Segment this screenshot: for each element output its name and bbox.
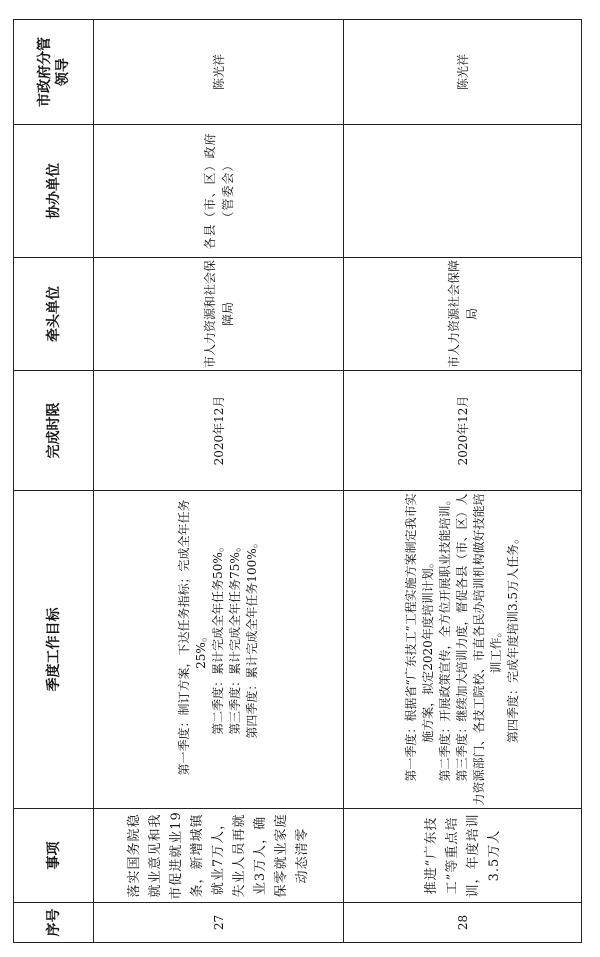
goal-q3: 第三季度：累计完成全年任务75%。 [228, 540, 242, 735]
row-lead-unit: 市人力资源和社会保障局 [94, 258, 344, 371]
row-goals [94, 491, 344, 809]
row-goals [344, 491, 582, 809]
header-assist-unit: 协办单位 [14, 125, 94, 258]
header-item: 事项 [14, 809, 94, 903]
goal-q4: 第四季度：累计完成全年任务100%。 [245, 536, 259, 739]
row-number: 28 [344, 903, 582, 943]
row-number: 27 [94, 903, 344, 943]
header-lead-unit: 牵头单位 [14, 258, 94, 371]
goal-q2: 第二季度：累计完成全年任务50%。 [211, 540, 225, 735]
header-no: 序号 [14, 903, 94, 943]
goal-q2: 第二季度：开展政策宣传，全方位开展职业技能培训。 [438, 493, 452, 782]
row-deadline: 2020年12月 [344, 371, 582, 491]
goal-q3: 第三季度：继续加大培训力度，督促各县（市、区）人力资源部门、各技工院校、市直各民办培训机构做好技能培训工作。 [455, 493, 503, 806]
row-lead-unit: 市人力资源社会保障局 [344, 258, 582, 371]
row-leader: 陈光祥 [344, 20, 582, 125]
work-target-table [13, 19, 582, 943]
row-item: 落实国务院稳就业意见和我市促进就业19条，新增城镇就业7万人，失业人员再就业3万人，确保零就业家庭动态清零 [94, 809, 344, 903]
row-item: 推进“广东技工”等重点培训，年度培训3.5万人 [344, 809, 582, 903]
table-row [94, 20, 344, 943]
header-row [14, 20, 94, 943]
goal-q4: 第四季度：完成年度培训3.5万人任务。 [506, 531, 520, 744]
goal-q1: 第一季度：根据省“广东技工”工程实施方案制定我市实施方案，拟定2020年度培训计划。 [404, 493, 435, 782]
goal-q1: 第一季度：制订方案，下达任务指标；完成全年任务25%。 [177, 499, 208, 776]
header-leader: 市政府分管领导 [14, 20, 94, 125]
table-row [344, 20, 582, 943]
row-assist-unit [344, 125, 582, 258]
header-goal: 季度工作目标 [14, 491, 94, 809]
row-deadline: 2020年12月 [94, 371, 344, 491]
row-leader: 陈光祥 [94, 20, 344, 125]
row-assist-unit: 各县（市、区）政府（管委会） [94, 125, 344, 258]
header-deadline: 完成时限 [14, 371, 94, 491]
